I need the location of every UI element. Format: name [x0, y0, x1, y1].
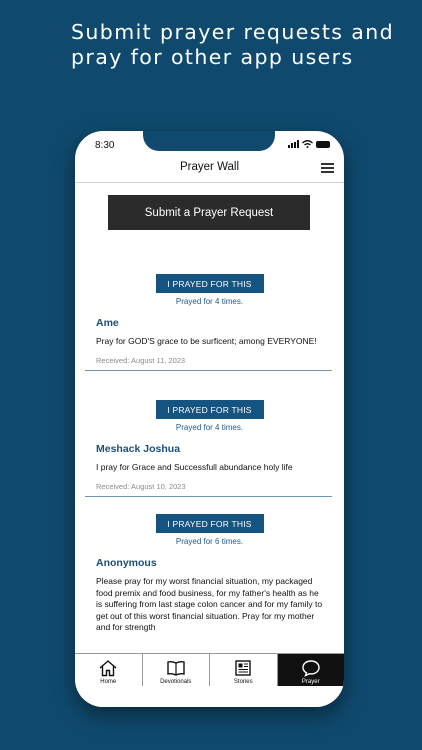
post-date: Received: August 10, 2023 — [96, 481, 186, 491]
nav-bar — [75, 155, 344, 183]
page-title: Prayer Wall — [180, 161, 239, 173]
post-divider — [85, 496, 332, 497]
prayer-post — [75, 514, 344, 634]
post-date: Received: August 11, 2023 — [96, 355, 186, 365]
signal-icon — [288, 140, 299, 148]
prayer-feed[interactable] — [75, 274, 344, 634]
bottom-tab-bar — [75, 653, 344, 687]
tab-label: Home — [100, 679, 117, 685]
prayer-post — [75, 274, 344, 383]
submit-prayer-request-button[interactable]: Submit a Prayer Request — [108, 195, 310, 230]
book-icon — [166, 659, 186, 677]
status-time: 8:30 — [95, 140, 115, 151]
post-message: I pray for Grace and Successfull abundance holy life — [96, 462, 293, 472]
prayed-for-this-button[interactable]: I PRAYED FOR THIS — [156, 514, 264, 533]
prayer-count: Prayed for 4 times. — [175, 423, 244, 432]
post-author: Ame — [96, 317, 119, 329]
home-icon — [98, 659, 118, 677]
tab-stories[interactable] — [210, 654, 278, 687]
prayer-count: Prayed for 6 times. — [175, 537, 244, 546]
chat-bubble-icon — [301, 659, 321, 677]
post-divider — [85, 370, 332, 371]
tab-devotionals[interactable] — [143, 654, 211, 687]
tab-label: Prayer — [301, 679, 320, 685]
post-author: Meshack Joshua — [96, 443, 181, 455]
marketing-headline: Submit prayer requests and pray for other app users — [71, 20, 395, 69]
prayer-post — [75, 400, 344, 497]
newspaper-icon — [233, 659, 253, 677]
post-author: Anonymous — [96, 557, 157, 569]
wifi-icon — [302, 140, 313, 148]
tab-prayer[interactable] — [278, 654, 345, 687]
tab-label: Devotionals — [160, 679, 192, 685]
status-icons — [288, 140, 330, 148]
phone-notch — [143, 131, 275, 151]
post-message: Pray for GOD'S grace to be surficent; among EVERYONE! — [96, 336, 317, 346]
battery-icon — [316, 141, 330, 148]
prayer-count: Prayed for 4 times. — [175, 297, 244, 306]
tab-home[interactable] — [75, 654, 143, 687]
prayed-for-this-button[interactable]: I PRAYED FOR THIS — [156, 400, 264, 419]
post-message: Please pray for my worst financial situation, my packaged food premix and food business, for my father's health as he is suffering from last stage colon cancer and for my family to get out of this worst financial situation. Pray for my mother and for strength — [96, 576, 323, 632]
prayed-for-this-button[interactable]: I PRAYED FOR THIS — [156, 274, 264, 293]
hamburger-menu-icon[interactable] — [321, 163, 334, 173]
tab-label: Stories — [233, 679, 253, 685]
phone-frame — [75, 131, 344, 707]
home-indicator-area — [75, 686, 344, 707]
